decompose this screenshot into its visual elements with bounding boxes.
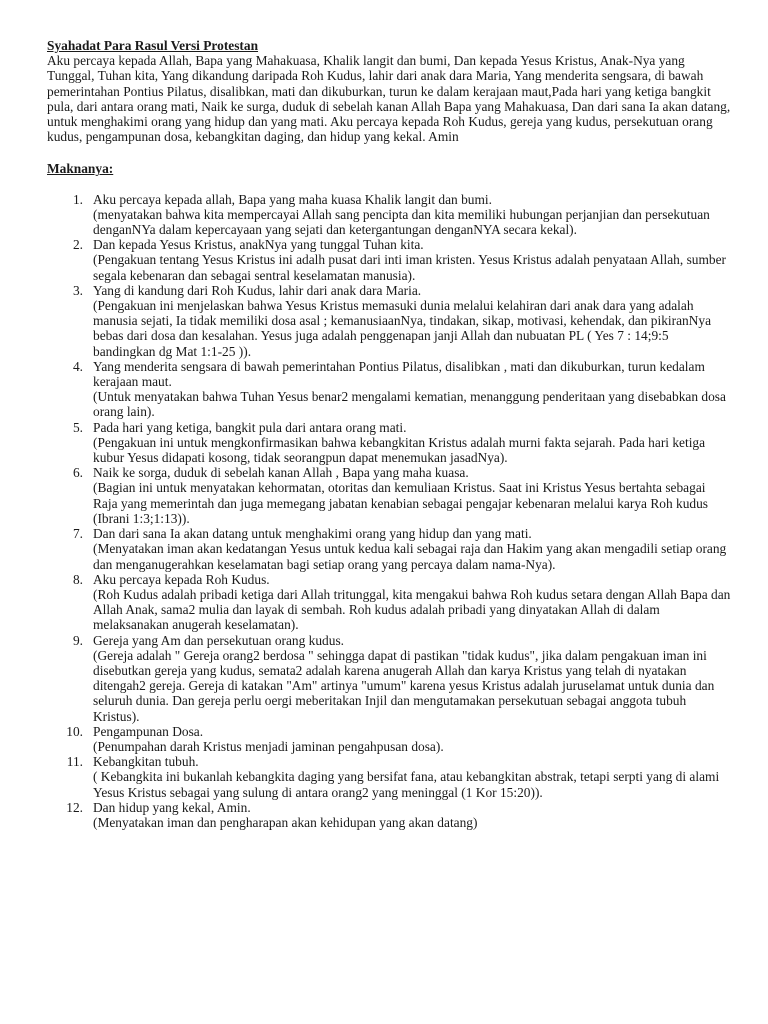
item-statement: Gereja yang Am dan persekutuan orang kudus. (93, 632, 345, 648)
list-item (47, 724, 732, 754)
item-number: 11. (66, 754, 83, 770)
list-item (47, 754, 732, 800)
list-item (47, 526, 732, 572)
item-explanation: (Menyatakan iman akan kedatangan Yesus untuk kedua kali sebagai raja dan Hakim yang akan mengadili setiap orang dan menganugerahkan keselamatan bagi setiap orang yang percaya dalam nama-Nya). (93, 541, 727, 572)
item-statement: Aku percaya kepada Roh Kudus. (93, 571, 270, 587)
item-number: 8. (72, 571, 83, 587)
item-explanation: (Pengakuan ini menjelaskan bahwa Yesus Kristus memasuki dunia melalui kelahiran dari anak dara yang adalah manusia sejati, Ia tidak memiliki dosa asal ; kemanusiaanNya, tindakan, sikap, motivasi, kehendak, dan pikiranNya bebas dari dosa dan kesalahan. Yesus juga adalah penggenapan janji Allah dan nubuatan PL ( Yes 7 : 14;9:5 bandingkan dg Mat 1:1-25 )). (93, 298, 712, 359)
item-explanation: (Roh Kudus adalah pribadi ketiga dari Allah tritunggal, kita mengakui bahwa Roh kudus setara dengan Allah Bapa dan Allah Anak, sama2 mulia dan layak di sembah. Roh kudus adalah pribadi yang dinyatakan Allah di dalam melaksanakan anugerah keselamatan). (93, 586, 731, 633)
item-number: 10. (66, 723, 83, 739)
document-title: Syahadat Para Rasul Versi Protestan (47, 38, 259, 53)
item-statement: Pengampunan Dosa. (93, 723, 204, 739)
item-number: 2. (72, 237, 83, 253)
creed-text: Aku percaya kepada Allah, Bapa yang Mahakuasa, Khalik langit dan bumi, Dan kepada Yesus Kristus, Anak-Nya yang Tunggal, Tuhan kita, Yang dikandung daripada Roh Kudus, lahir dari anak dara Maria, Yang menderita sengsara, di bawah pemerintahan Pontius Pilatus, disalibkan, mati dan dikuburkan, turun ke dalam kerajaan maut,Pada hari yang ketiga bangkit pula, dari antara orang mati, Naik ke surga, duduk di sebelah kanan Allah Bapa yang Mahakuasa, Dan dari sana Ia akan datang, untuk menghakimi orang yang hidup dan yang mati. Aku percaya kepada Roh Kudus, gereja yang kudus, persekutuan orang kudus, pengampunan dosa, kebangkitan daging, dan hidup yang kekal. Amin (47, 53, 731, 145)
item-number: 9. (72, 632, 83, 648)
item-number: 5. (72, 419, 83, 435)
item-explanation: (Gereja adalah " Gereja orang2 berdosa " sehingga dapat di pastikan "tidak kudus", jika dalam pengakuan iman ini disebutkan gereja yang kudus, semata2 adalah karena anugerah Allah dan karya Kristus yang telah di nyatakan ditengah2 gereja. Gereja di katakan "Am" artinya "umum" karena yesus Kristus adalah juruselamat untuk dunia dan seluruh dunia. Dan gereja perlu oergi meberitakan Injil dan mengutamakan persekutuan sebagai anggota tubuh Kristus). (93, 647, 715, 724)
list-item (47, 192, 732, 238)
item-statement: Dan kepada Yesus Kristus, anakNya yang tunggal Tuhan kita. (93, 237, 424, 253)
list-item (47, 420, 732, 466)
item-explanation: (Penumpahan darah Kristus menjadi jaminan pengahpusan dosa). (93, 738, 444, 754)
item-explanation: (Menyatakan iman dan pengharapan akan kehidupan yang akan datang) (93, 814, 478, 830)
item-number: 1. (72, 191, 83, 207)
list-item (47, 633, 732, 724)
item-statement: Yang menderita sengsara di bawah pemerintahan Pontius Pilatus, disalibkan , mati dan dikuburkan, turun kedalam kerajaan maut. (93, 358, 705, 390)
item-explanation: (Pengakuan tentang Yesus Kristus ini adalh pusat dari inti iman kristen. Yesus Kristus adalah penyataan Allah, sumber segala kebenaran dan sebagai sentral keselamatan manusia). (93, 252, 726, 283)
item-statement: Yang di kandung dari Roh Kudus, lahir dari anak dara Maria. (93, 282, 422, 298)
meaning-list (47, 192, 732, 831)
item-number: 3. (72, 282, 83, 298)
item-explanation: (Untuk menyatakan bahwa Tuhan Yesus benar2 mengalami kematian, menanggung penderitaan yang disebabkan dosa orang lain). (93, 389, 726, 420)
list-item (47, 359, 732, 420)
item-statement: Pada hari yang ketiga, bangkit pula dari antara orang mati. (93, 419, 407, 435)
list-item (47, 283, 732, 359)
item-explanation: ( Kebangkita ini bukanlah kebangkita daging yang bersifat fana, atau kebangkitan abstrak, tetapi serpti yang di alami Yesus Kristus sebagai yang sulung di antara orang2 yang meninggal (1 Kor 15:20)). (93, 769, 720, 800)
item-statement: Naik ke sorga, duduk di sebelah kanan Allah , Bapa yang maha kuasa. (93, 465, 469, 481)
item-explanation: (Bagian ini untuk menyatakan kehormatan, otoritas dan kemuliaan Kristus. Saat ini Kristus Yesus bertahta sebagai Raja yang memerintah dan juga memegang jabatan kenabian sebagai pengajar kebenaran melalui karya Roh kudus (Ibrani 1:3;1:13)). (93, 480, 708, 526)
list-item (47, 237, 732, 283)
list-item (47, 572, 732, 633)
item-number: 7. (72, 526, 83, 542)
item-explanation: (menyatakan bahwa kita mempercayai Allah sang pencipta dan kita memiliki hubungan perjanjian dan persekutuan denganNYa dalam kepercayaan yang sejati dan ketergantungan denganNYA secara kekal). (93, 206, 710, 238)
item-explanation: (Pengakuan ini untuk mengkonfirmasikan bahwa kebangkitan Kristus adalah murni fakta sejarah. Pada hari ketiga kubur Yesus didapati kosong, tidak seorangpun dapat menemukan jasadNya). (93, 434, 706, 466)
list-item (47, 465, 732, 526)
item-statement: Dan hidup yang kekal, Amin. (93, 799, 251, 815)
item-statement: Kebangkitan tubuh. (93, 754, 199, 770)
item-number: 6. (72, 465, 83, 481)
document-page (47, 38, 732, 830)
item-number: 12. (66, 799, 83, 815)
item-number: 4. (72, 358, 83, 374)
item-statement: Dan dari sana Ia akan datang untuk menghakimi orang yang hidup dan yang mati. (93, 526, 532, 542)
list-item (47, 800, 732, 830)
meaning-heading: Maknanya: (47, 161, 114, 177)
item-statement: Aku percaya kepada allah, Bapa yang maha kuasa Khalik langit dan bumi. (93, 191, 492, 207)
